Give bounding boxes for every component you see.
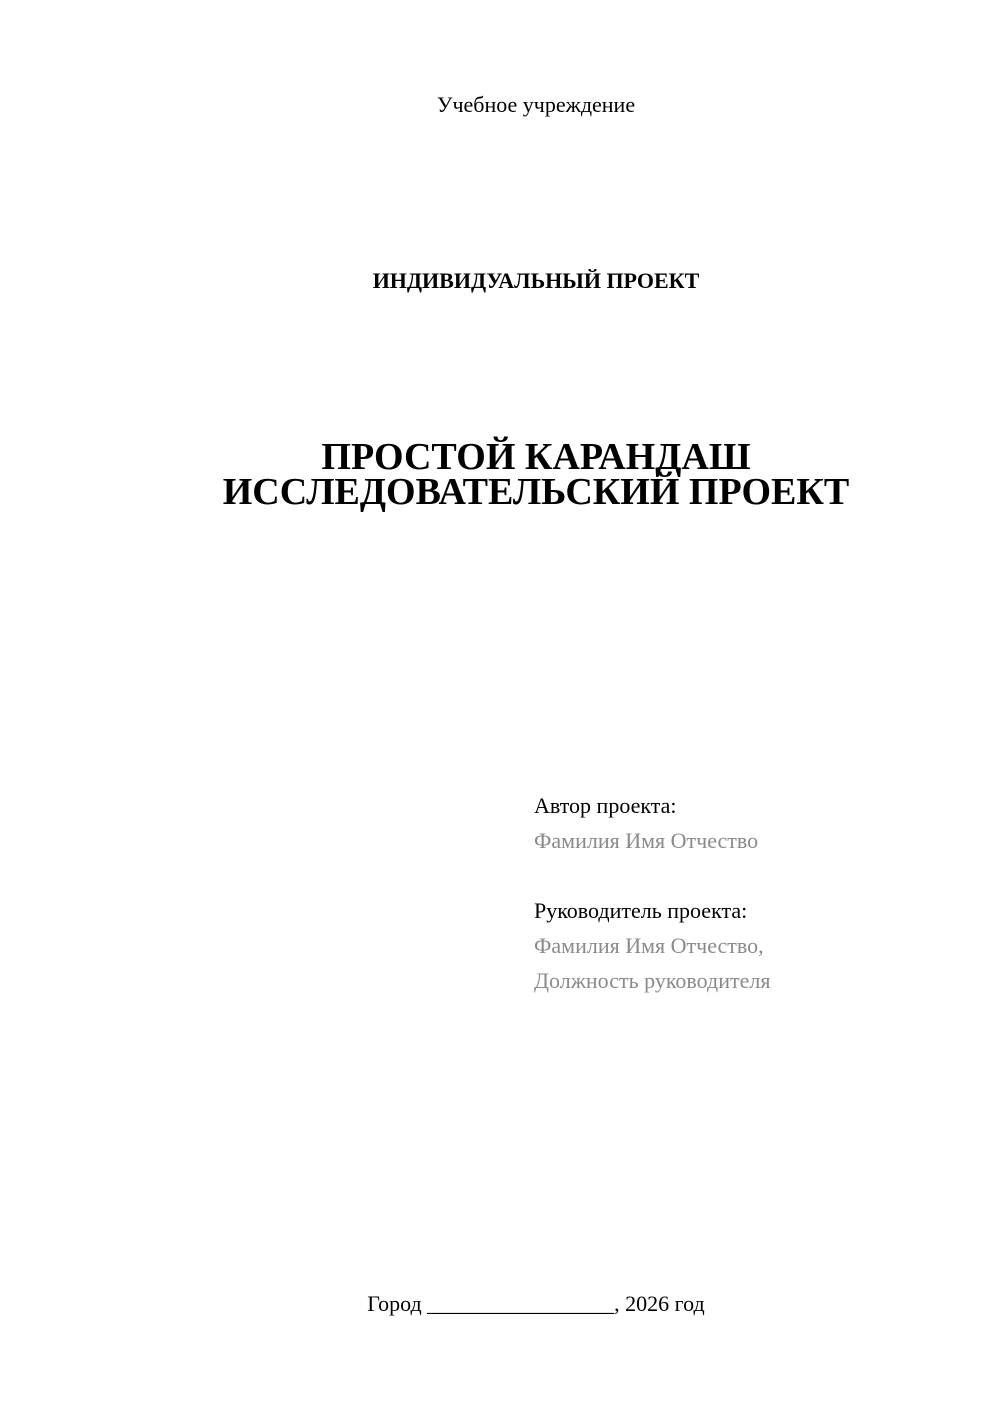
supervisor-position: Должность руководителя bbox=[534, 968, 771, 993]
city-year-line: Город _________________, 2026 год bbox=[367, 1291, 705, 1316]
credits-spacer bbox=[534, 858, 974, 893]
supervisor-label: Руководитель проекта: bbox=[534, 898, 748, 923]
project-title-line-1: ПРОСТОЙ КАРАНДАШ bbox=[321, 436, 751, 478]
project-title bbox=[36, 436, 1000, 513]
project-type-heading: ИНДИВИДУАЛЬНЫЙ ПРОЕКТ bbox=[372, 268, 700, 293]
author-label: Автор проекта: bbox=[534, 793, 677, 818]
project-title-line-2: ИССЛЕДОВАТЕЛЬСКИЙ ПРОЕКТ bbox=[222, 471, 850, 513]
project-credits bbox=[534, 788, 974, 998]
supervisor-name: Фамилия Имя Отчество, bbox=[534, 933, 764, 958]
institution-name: Учебное учреждение bbox=[436, 92, 636, 117]
author-name: Фамилия Имя Отчество bbox=[534, 828, 759, 853]
